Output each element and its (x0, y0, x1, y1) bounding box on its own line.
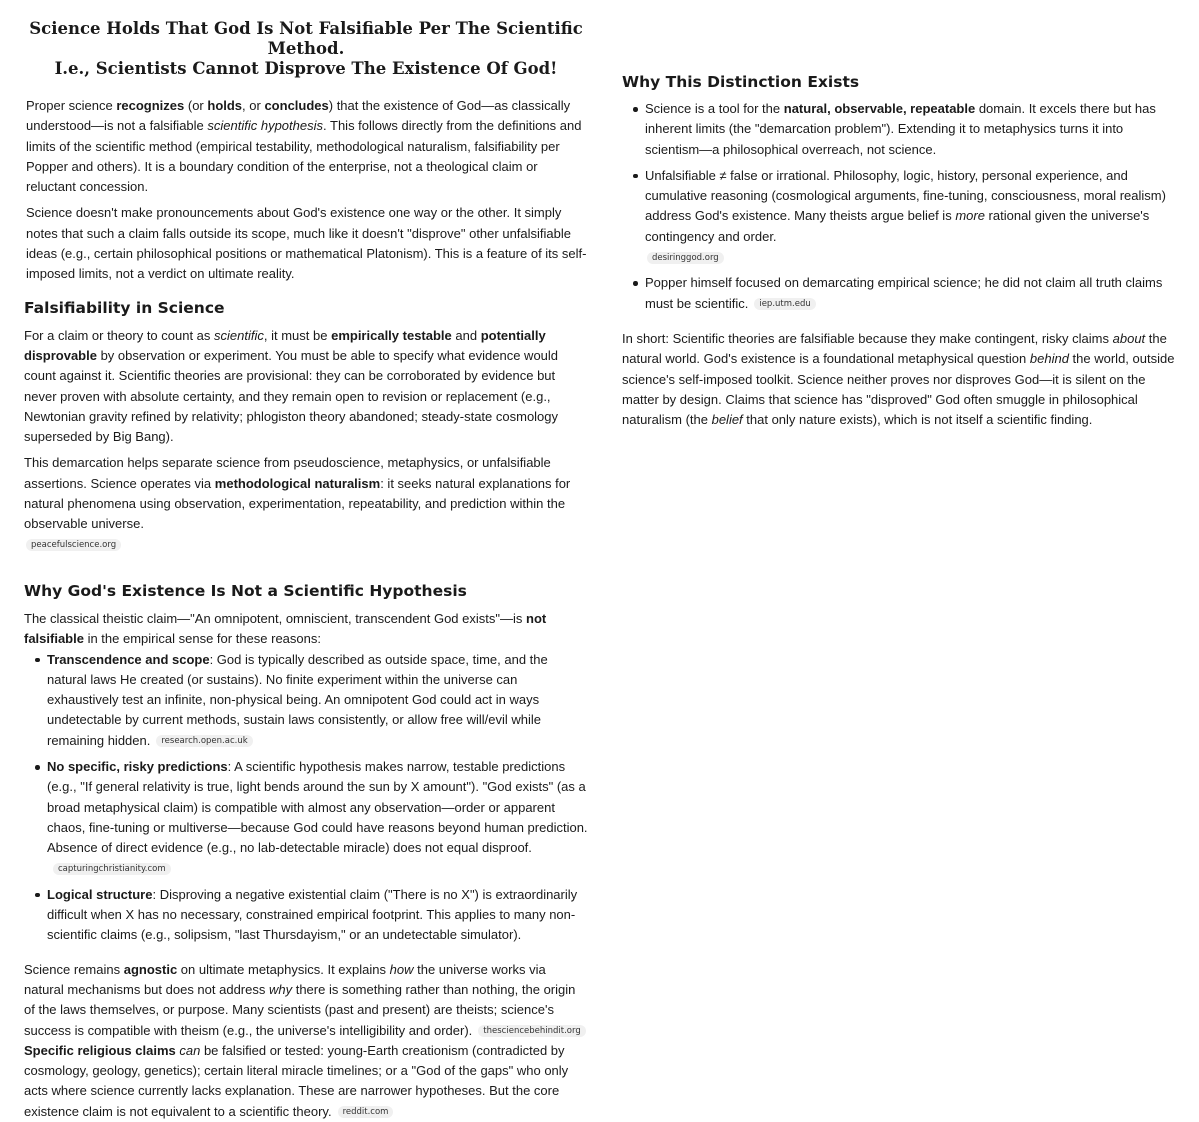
source-link-capturingchristianity[interactable]: capturingchristianity.com (53, 863, 171, 875)
list-item (24, 757, 588, 879)
why-not-paragraph-1 (24, 609, 588, 650)
bold-text: natural, observable, repeatable (783, 101, 976, 116)
text: in the empirical sense for these reasons: (83, 631, 321, 647)
intro-paragraph-1 (24, 96, 588, 197)
text: . This follows directly from the definitions and limits of the scientific method (empirical testability, methodological naturalism, falsifiability per Popper and others). It is a boundary condition of the enterprise, not a theological claim or reluctant concession. (26, 118, 582, 195)
italic-text: belief (711, 412, 743, 428)
text: that only nature exists), which is not itself a scientific finding. (742, 412, 1093, 428)
bold-text: concludes (264, 98, 329, 113)
text: : it seeks natural explanations for natural phenomena using observation, experimentation, repeatability, and prediction within the observable universe. (24, 475, 571, 532)
italic-text: about (1112, 330, 1146, 346)
list-item (24, 650, 588, 751)
text: The classical theistic claim—"An omnipotent, omniscient, transcendent God exists"—is (24, 610, 526, 626)
italic-text: scientific (214, 327, 264, 343)
list-item (622, 166, 1178, 267)
text: : A scientific hypothesis makes narrow, testable predictions (e.g., "If general relativity is true, light bends around the sun by X amount"). "God exists" (as a broad metaphysical claim) is compatible with almost any observation—order or apparent chaos, fine-tuning or multiverse—because God could have reasons beyond human prediction. Absence of direct evidence (e.g., no lab-detectable miracle) does not equal disproof. (47, 759, 588, 856)
text: domain. It excels there but has inherent limits (the "demarcation problem"). Extending it to metaphysics turns it into scientism—a philosophical overreach, not science. (645, 101, 1156, 157)
why-not-paragraph-3 (24, 1041, 588, 1122)
text: ) that the existence of God—as classically understood—is not a falsifiable (26, 98, 571, 134)
text: rational given the universe's contingency and order. (645, 208, 1150, 244)
distinction-list (622, 99, 1178, 314)
text: the world, outside science's self-imposed toolkit. Science neither proves nor disproves God—it is silent on the matter by design. Claims that science has "disproved" God often smuggle in philosophical naturalism (the (622, 351, 1175, 428)
intro-paragraph-2: Science doesn't make pronouncements about God's existence one way or the other. It simply notes that such a claim falls outside its scope, much like it doesn't "disprove" other unfalsifiable ideas (e.g., certain philosophical positions or mathematical Platonism). This is a feature of its self-imposed limits, not a verdict on ultimate reality. (26, 205, 587, 282)
bold-text: agnostic (123, 961, 178, 977)
italic-text: more (955, 208, 985, 224)
bold-text: Transcendence and scope (47, 651, 210, 667)
bold-text: No specific, risky predictions (47, 759, 228, 775)
section-heading-why-not-scientific: Why God's Existence Is Not a Scientific Hypothesis (24, 581, 467, 600)
source-link-research-open[interactable]: research.open.ac.uk (156, 735, 252, 747)
section-heading-falsifiability: Falsifiability in Science (24, 298, 225, 317)
italic-text: scientific hypothesis (207, 118, 324, 134)
bold-text: Specific religious claims (24, 1042, 176, 1058)
text: (or (184, 98, 208, 113)
source-link-iep-utm[interactable]: iep.utm.edu (754, 298, 815, 310)
bold-text: methodological naturalism (214, 475, 381, 491)
italic-text: behind (1029, 351, 1069, 367)
text: , it must be (263, 327, 332, 343)
list-item (622, 273, 1178, 314)
text: by observation or experiment. You must be able to specify what evidence would count against it. Scientific theories are provisional: they can be corroborated by evidence but never proven with absolute certainty, and they remain open to revision or replacement (e.g., Newtonian gravity refined by relativity; phlogiston theory abandoned; steady-state cosmology superseded by Big Bang). (24, 347, 559, 445)
why-not-paragraph-2 (24, 960, 588, 1041)
list-item (24, 885, 588, 946)
italic-text: why (268, 981, 293, 997)
right-column (622, 0, 1178, 430)
text: , or (242, 98, 265, 113)
bold-text: potentially disprovable (24, 327, 546, 363)
title-line-2: I.e., Scientists Cannot Disprove The Existence Of God! (54, 59, 558, 78)
bold-text: empirically testable (331, 327, 452, 343)
falsifiability-paragraph-1 (24, 326, 588, 448)
text: Proper science (26, 98, 117, 113)
summary-paragraph (622, 329, 1178, 430)
page-title (24, 19, 588, 79)
source-link-peacefulscience[interactable]: peacefulscience.org (26, 539, 121, 551)
text: Science remains (24, 961, 124, 977)
title-line-1: Science Holds That God Is Not Falsifiable Per The Scientific Method. (29, 19, 583, 58)
italic-text: how (389, 961, 414, 977)
text: the universe works via natural mechanisms but does not address (24, 961, 546, 997)
bold-text: not falsifiable (24, 610, 547, 647)
text: For a claim or theory to count as (24, 327, 215, 343)
bold-text: holds (207, 98, 243, 113)
text: the natural world. God's existence is a foundational metaphysical question (622, 330, 1167, 367)
text: Science is a tool for the (645, 101, 784, 116)
text: Unfalsifiable ≠ false or irrational. Philosophy, logic, history, personal experience, and cumulative reasoning (cosmological arguments, fine-tuning, consciousness, moral realism) address God's existence. Many theists argue belief is (645, 167, 1166, 224)
source-link-desiringgod[interactable]: desiringgod.org (647, 252, 724, 264)
bold-text: Logical structure (47, 886, 153, 902)
italic-text: can (179, 1042, 201, 1058)
text: : God is typically described as outside space, time, and the natural laws He created (or sustains). No finite experiment within the universe can exhaustively test an infinite, non-physical being. An omnipotent God could act in ways undetectable by current methods, sustain laws consistently, or allow free will/evil while remaining hidden. (47, 651, 548, 748)
text: : Disproving a negative existential claim ("There is no X") is extraordinarily difficult when X has no necessary, constrained empirical footprint. This applies to many non-scientific claims (e.g., solipsism, "last Thursdayism," or an undetectable simulator). (47, 886, 578, 943)
text: there is something rather than nothing, the origin of the laws themselves, or purpose. Many scientists (past and present) are theists; science's success is compatible with theism (e.g., the universe's intelligibility and order). (24, 981, 576, 1038)
falsifiability-paragraph-2 (24, 453, 588, 554)
list-item (622, 99, 1178, 160)
source-link-reddit[interactable]: reddit.com (338, 1106, 394, 1118)
source-link-thesciencebehindit[interactable]: thesciencebehindit.org (478, 1025, 585, 1037)
section-heading-distinction: Why This Distinction Exists (622, 73, 860, 91)
text: This demarcation helps separate science from pseudoscience, metaphysics, or unfalsifiable assertions. Science operates via (24, 455, 551, 491)
reasons-list (24, 650, 588, 946)
text: be falsified or tested: young-Earth creationism (contradicted by cosmology, geology, genetics); certain literal miracle timelines; or a "God of the gaps" who only acts where science currently lacks explanation. These are narrower hypotheses. But the core existence claim is not equivalent to a scientific theory. (24, 1042, 569, 1119)
text: on ultimate metaphysics. It explains (177, 961, 390, 977)
text: Popper himself focused on demarcating empirical science; he did not claim all truth claims must be scientific. (645, 275, 1163, 311)
bold-text: recognizes (116, 98, 185, 113)
text: and (451, 327, 481, 343)
left-column (24, 0, 588, 1122)
text: In short: Scientific theories are falsifiable because they make contingent, risky claims (622, 330, 1113, 346)
